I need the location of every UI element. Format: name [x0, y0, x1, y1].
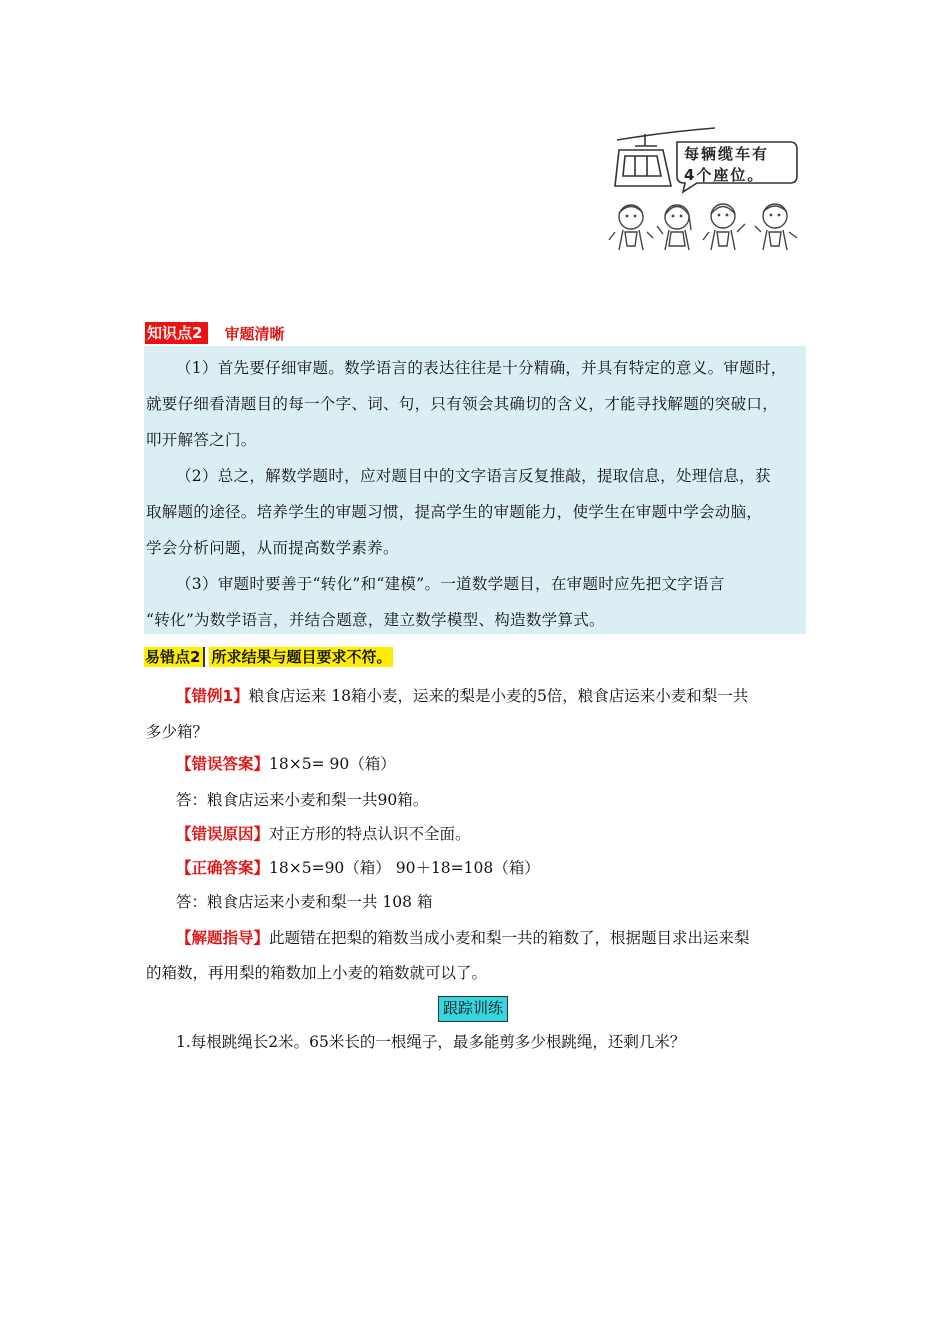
example-text: 粮食店运来 18箱小麦，运来的梨是小麦的5倍，粮食店运来小麦和梨一共 [248, 687, 749, 705]
paragraph-line: “转化”为数学语言，并结合题意，建立数学模型、构造数学算式。 [146, 611, 605, 629]
knowledge-paragraph-1 [146, 350, 816, 458]
wrong-answer-label: 【错误答案】 [176, 755, 270, 773]
knowledge-paragraph-2 [146, 458, 816, 566]
example-line-2: 多少箱？ [146, 723, 209, 741]
error-reason-line [176, 822, 471, 846]
error-reason-label: 【错误原因】 [176, 825, 270, 843]
guide-line-1 [176, 926, 750, 950]
wrong-answer-statement: 答：粮食店运来小麦和梨一共90箱。 [176, 791, 429, 809]
example-label: 【错例1】 [176, 687, 249, 705]
paragraph-line: 学会分析问题，从而提高数学素养。 [146, 539, 399, 557]
paragraph-line: 取解题的途径。培养学生的审题习惯，提高学生的审题能力，使学生在审题中学会动脑， [146, 503, 763, 521]
cable-car-illustration [605, 120, 825, 260]
error-reason-text: 对正方形的特点认识不全面。 [269, 825, 471, 843]
paragraph-line: 叩开解答之门。 [146, 431, 257, 449]
correct-answer-text: 18×5=90（箱） 90＋18=108（箱） [269, 859, 540, 877]
correct-answer-line [176, 856, 540, 880]
training-heading: 跟踪训练 [438, 996, 508, 1022]
knowledge-paragraph-3 [146, 566, 816, 638]
paragraph-line: 就要仔细看清题目的每一个字、词、句，只有领会其确切的含义，才能寻找解题的突破口， [146, 395, 779, 413]
speech-line-1: 每辆缆车有 [684, 145, 770, 163]
knowledge-point-heading [145, 322, 284, 344]
guide-line-2: 的箱数，再用梨的箱数加上小麦的箱数就可以了。 [146, 964, 488, 982]
wrong-answer-line [176, 752, 396, 776]
error-point-title: 所求结果与题目要求不符。 [211, 648, 392, 666]
knowledge-point-title: 审题清晰 [224, 324, 285, 343]
training-question-1: 1.每根跳绳长2米。65米长的一根绳子，最多能剪多少根跳绳，还剩几米？ [176, 1033, 686, 1051]
error-point-tag: 易错点2 [144, 647, 205, 667]
paragraph-line: （1）首先要仔细审题。数学语言的表达往往是十分精确，并具有特定的意义。审题时， [176, 359, 787, 377]
wrong-answer-text: 18×5= 90（箱） [269, 755, 396, 773]
guide-label: 【解题指导】 [176, 929, 270, 947]
knowledge-point-tag: 知识点2 [145, 322, 208, 344]
correct-answer-label: 【正确答案】 [176, 859, 270, 877]
correct-answer-statement: 答：粮食店运来小麦和梨一共 108 箱 [176, 893, 433, 911]
paragraph-line: （2）总之，解数学题时，应对题目中的文字语言反复推敲，提取信息，处理信息，获 [176, 467, 771, 485]
speech-line-2: 4个座位。 [684, 166, 765, 184]
paragraph-line: （3）审题时要善于“转化”和“建模”。一道数学题目，在审题时应先把文字语言 [176, 575, 725, 593]
speech-bubble-text [684, 144, 794, 186]
error-point-heading [144, 646, 393, 668]
guide-text: 此题错在把梨的箱数当成小麦和梨一共的箱数了，根据题目求出运来梨 [269, 929, 750, 947]
example-line-1 [176, 684, 748, 708]
